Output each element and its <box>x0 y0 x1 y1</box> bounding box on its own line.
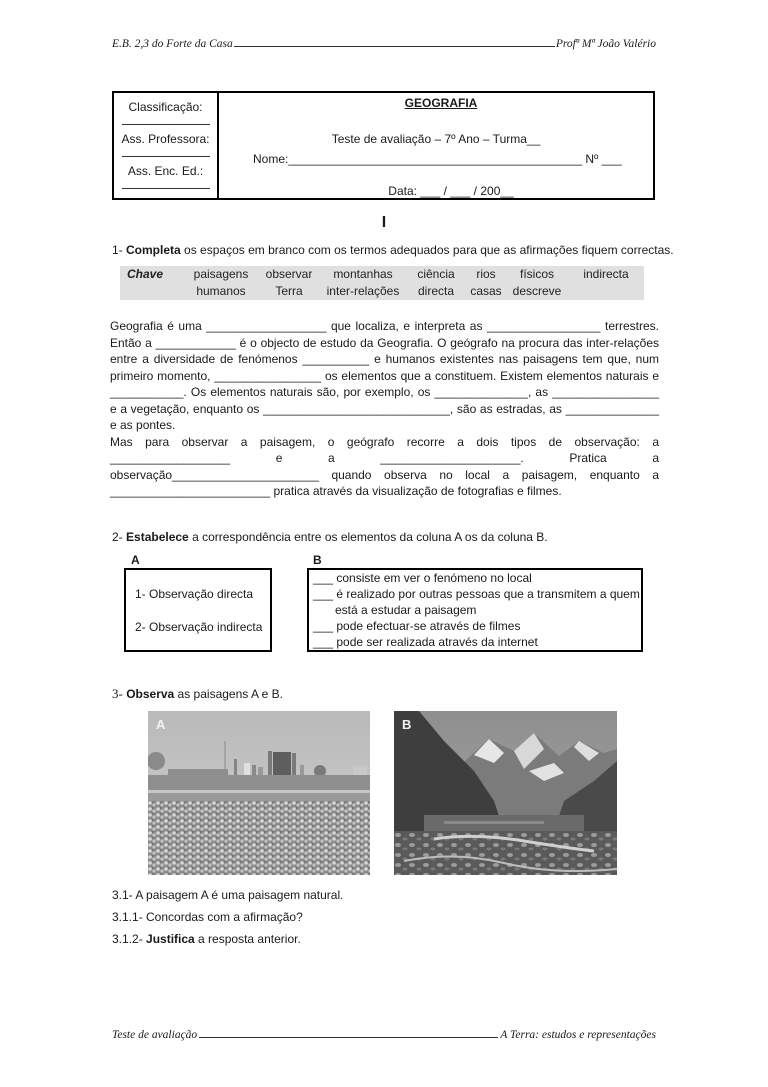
question-3-1: 3.1- A paisagem A é uma paisagem natural. <box>112 888 344 902</box>
footer-left: Teste de avaliação <box>112 1029 198 1041</box>
question-3-1-2-verb: Justifica <box>146 932 195 946</box>
question-1-number: 1- <box>112 243 123 257</box>
page-footer <box>112 1029 656 1041</box>
question-3-1-2-number: 3.1.2- <box>112 932 143 946</box>
key-word: físicos <box>519 267 554 281</box>
word-key-row <box>120 266 644 283</box>
question-2-verb: Estabelece <box>126 530 189 544</box>
teacher-name: Profª Mª João Valério <box>555 38 656 50</box>
question-3-1-2 <box>112 932 301 946</box>
photo-landscape-a <box>148 711 370 875</box>
teacher-signature-label: Ass. Professora: <box>121 132 210 146</box>
column-a-item: 1- Observação directa <box>135 587 254 601</box>
classification-label: Classificação: <box>128 100 203 114</box>
question-3-number: 3- <box>112 686 123 701</box>
question-2-title <box>112 530 548 544</box>
photo-a-label: A <box>156 717 166 732</box>
identification-box <box>112 91 655 200</box>
photo-b-label: B <box>402 717 412 732</box>
test-info-column <box>219 93 653 198</box>
question-3-1-1: 3.1.1- Concordas com a afirmação? <box>112 910 303 924</box>
mountain-landscape-image <box>394 711 617 875</box>
footer-right: A Terra: estudos e representações <box>500 1029 656 1041</box>
guardian-signature-field[interactable] <box>122 179 210 189</box>
column-b-item[interactable]: ___ é realizado por outras pessoas que a transmitem a quem <box>313 587 640 601</box>
date-field[interactable]: Data: ___ / ___ / 200__ <box>388 184 514 198</box>
classification-field[interactable] <box>122 115 210 125</box>
student-name-field[interactable]: Nome:____________________________________________ Nº ___ <box>253 152 622 166</box>
word-key-table <box>120 266 644 300</box>
column-b-item[interactable]: ___ pode ser realizada através da internet <box>313 635 538 649</box>
page-header <box>112 38 656 50</box>
question-1-instruction: os espaços em branco com os termos adequados para que as afirmações fiquem correctas. <box>180 243 674 257</box>
column-a-box <box>124 568 272 652</box>
key-word: montanhas <box>333 267 393 281</box>
question-2-instruction: a correspondência entre os elementos da coluna A os da coluna B. <box>188 530 548 544</box>
key-word: Terra <box>275 284 303 298</box>
key-word: ciência <box>417 267 455 281</box>
column-a-label: A <box>131 553 140 567</box>
column-b-item[interactable]: ___ consiste em ver o fenómeno no local <box>313 571 532 585</box>
urban-landscape-image <box>148 711 370 875</box>
word-key-row <box>120 283 644 300</box>
key-word: rios <box>476 267 496 281</box>
column-b-item-continuation: está a estudar a paisagem <box>335 603 477 617</box>
header-rule <box>234 46 555 47</box>
fill-in-text-2[interactable]: Mas para observar a paisagem, o geógrafo recorre a dois tipos de observação: a __________________ e a _____________________. Pratica a observação______________________ quando observa no local a paisagem, enquanto a ________________________ pratica através da visualização de fotografias e filmes. <box>110 434 659 498</box>
fill-in-text-1[interactable]: Geografia é uma __________________ que localiza, e interpreta as _________________ terrestres. Então a ____________ é o objecto de estudo da Geografia. O geógrafo na procura das inter-relações entre a diversidade de fenómenos __________ e humanos existentes nas paisagens tem que, num primeiro momento, ________________ os elementos que a constituem. Existem elementos naturais e ___________. Os elementos naturais são, por exemplo, os ______________, as ________________ e a vegetação, enquanto os ____________________________, são as estradas, as ______________ e as pontes. <box>110 319 659 432</box>
school-name: E.B. 2,3 do Forte da Casa <box>112 38 233 50</box>
key-word: humanos <box>196 284 246 298</box>
question-1-title <box>112 243 674 257</box>
key-word: casas <box>470 284 502 298</box>
photo-landscape-b <box>394 711 617 875</box>
section-numeral: I <box>381 214 387 231</box>
guardian-signature-label: Ass. Enc. Ed.: <box>127 164 204 178</box>
question-2-number: 2- <box>112 530 123 544</box>
fill-in-paragraph <box>110 318 659 500</box>
column-b-box <box>307 568 643 652</box>
test-info-line: Teste de avaliação – 7º Ano – Turma__ <box>331 132 541 146</box>
key-word: paisagens <box>193 267 249 281</box>
question-3-verb: Observa <box>126 687 175 701</box>
question-1-verb: Completa <box>126 243 181 257</box>
key-word <box>568 283 644 300</box>
question-3-1-2-text: a resposta anterior. <box>194 932 301 946</box>
key-word: descreve <box>512 284 562 298</box>
signature-column <box>114 93 219 198</box>
question-3-title <box>112 686 283 702</box>
column-b-label: B <box>313 553 322 567</box>
column-a-item: 2- Observação indirecta <box>135 620 263 634</box>
key-word: inter-relações <box>326 284 400 298</box>
subject-title: GEOGRAFIA <box>404 96 478 110</box>
key-word: directa <box>417 284 455 298</box>
teacher-signature-field[interactable] <box>122 147 210 157</box>
column-b-item[interactable]: ___ pode efectuar-se através de filmes <box>313 619 521 633</box>
key-word: observar <box>265 267 313 281</box>
word-key-label: Chave <box>127 267 164 281</box>
footer-rule <box>199 1037 498 1038</box>
question-3-instruction: as paisagens A e B. <box>174 687 283 701</box>
key-word: indirecta <box>583 267 629 281</box>
